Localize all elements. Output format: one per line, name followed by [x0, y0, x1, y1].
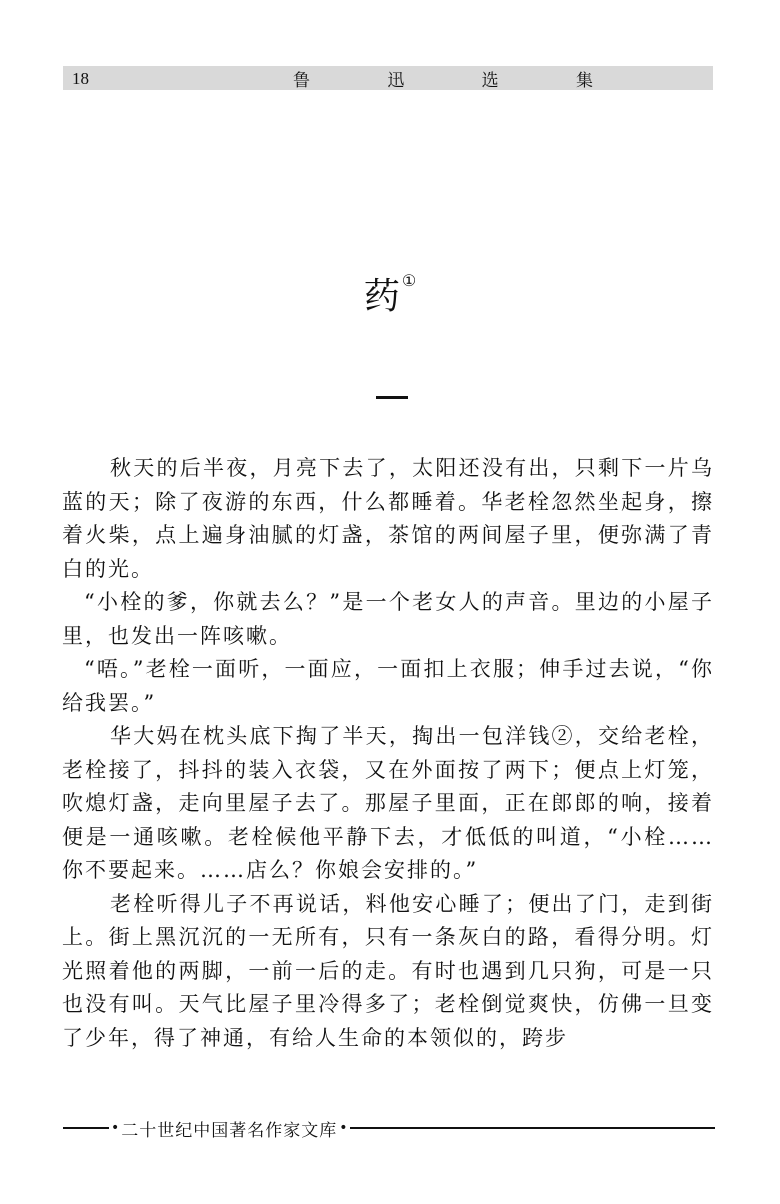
paragraph: 秋天的后半夜，月亮下去了，太阳还没有出，只剩下一片乌蓝的天；除了夜游的东西，什么都睡着。华老栓忽然坐起身，擦着火柴，点上遍身油腻的灯盏，茶馆的两间屋子里，便弥满了青白的光。	[62, 456, 714, 581]
series-name: 二十世纪中国著名作家文库	[121, 1120, 338, 1141]
footnote-marker: ①	[401, 271, 417, 290]
book-title	[293, 66, 593, 90]
paragraph: “小栓的爹，你就去么？”是一个老女人的声音。里边的小屋子里，也发出一阵咳嗽。	[62, 590, 714, 648]
footer-dot: •	[111, 1120, 120, 1136]
series-footer	[63, 1116, 715, 1140]
paragraph: “唔。”老栓一面听，一面应，一面扣上衣服；伸手过去说，“你给我罢。”	[62, 657, 714, 715]
book-title-char: 集	[575, 70, 593, 91]
footer-rule	[350, 1127, 715, 1129]
book-title-char: 选	[481, 70, 499, 91]
page-number: 18	[72, 69, 89, 88]
story-title-text: 药	[363, 276, 400, 317]
paragraph: 老栓听得儿子不再说话，料他安心睡了；便出了门，走到街上。街上黑沉沉的一无所有，只有一条灰白的路，看得分明。灯光照着他的两脚，一前一后的走。有时也遇到几只狗，可是一只也没有叫。天气比屋子里冷得多了；老栓倒觉爽快，仿佛一旦变了少年，得了神通，有给人生命的本领似的，跨步	[62, 891, 714, 1050]
book-title-char: 迅	[387, 70, 405, 91]
paragraph: 华大妈在枕头底下掏了半天，掏出一包洋钱②，交给老栓，老栓接了，抖抖的装入衣袋，又在外面按了两下；便点上灯笼，吹熄灯盏，走向里屋子去了。那屋子里面，正在郎郎的响，接着便是一通咳嗽。老栓候他平静下去，才低低的叫道，“小栓……你不要起来。……店么？你娘会安排的。”	[62, 724, 714, 882]
story-title	[0, 268, 780, 319]
footer-rule	[63, 1127, 109, 1129]
footer-dot: •	[339, 1120, 348, 1136]
running-header	[63, 66, 713, 90]
body-text	[62, 452, 714, 1055]
chapter-number	[376, 396, 408, 399]
book-title-char: 鲁	[293, 70, 310, 91]
